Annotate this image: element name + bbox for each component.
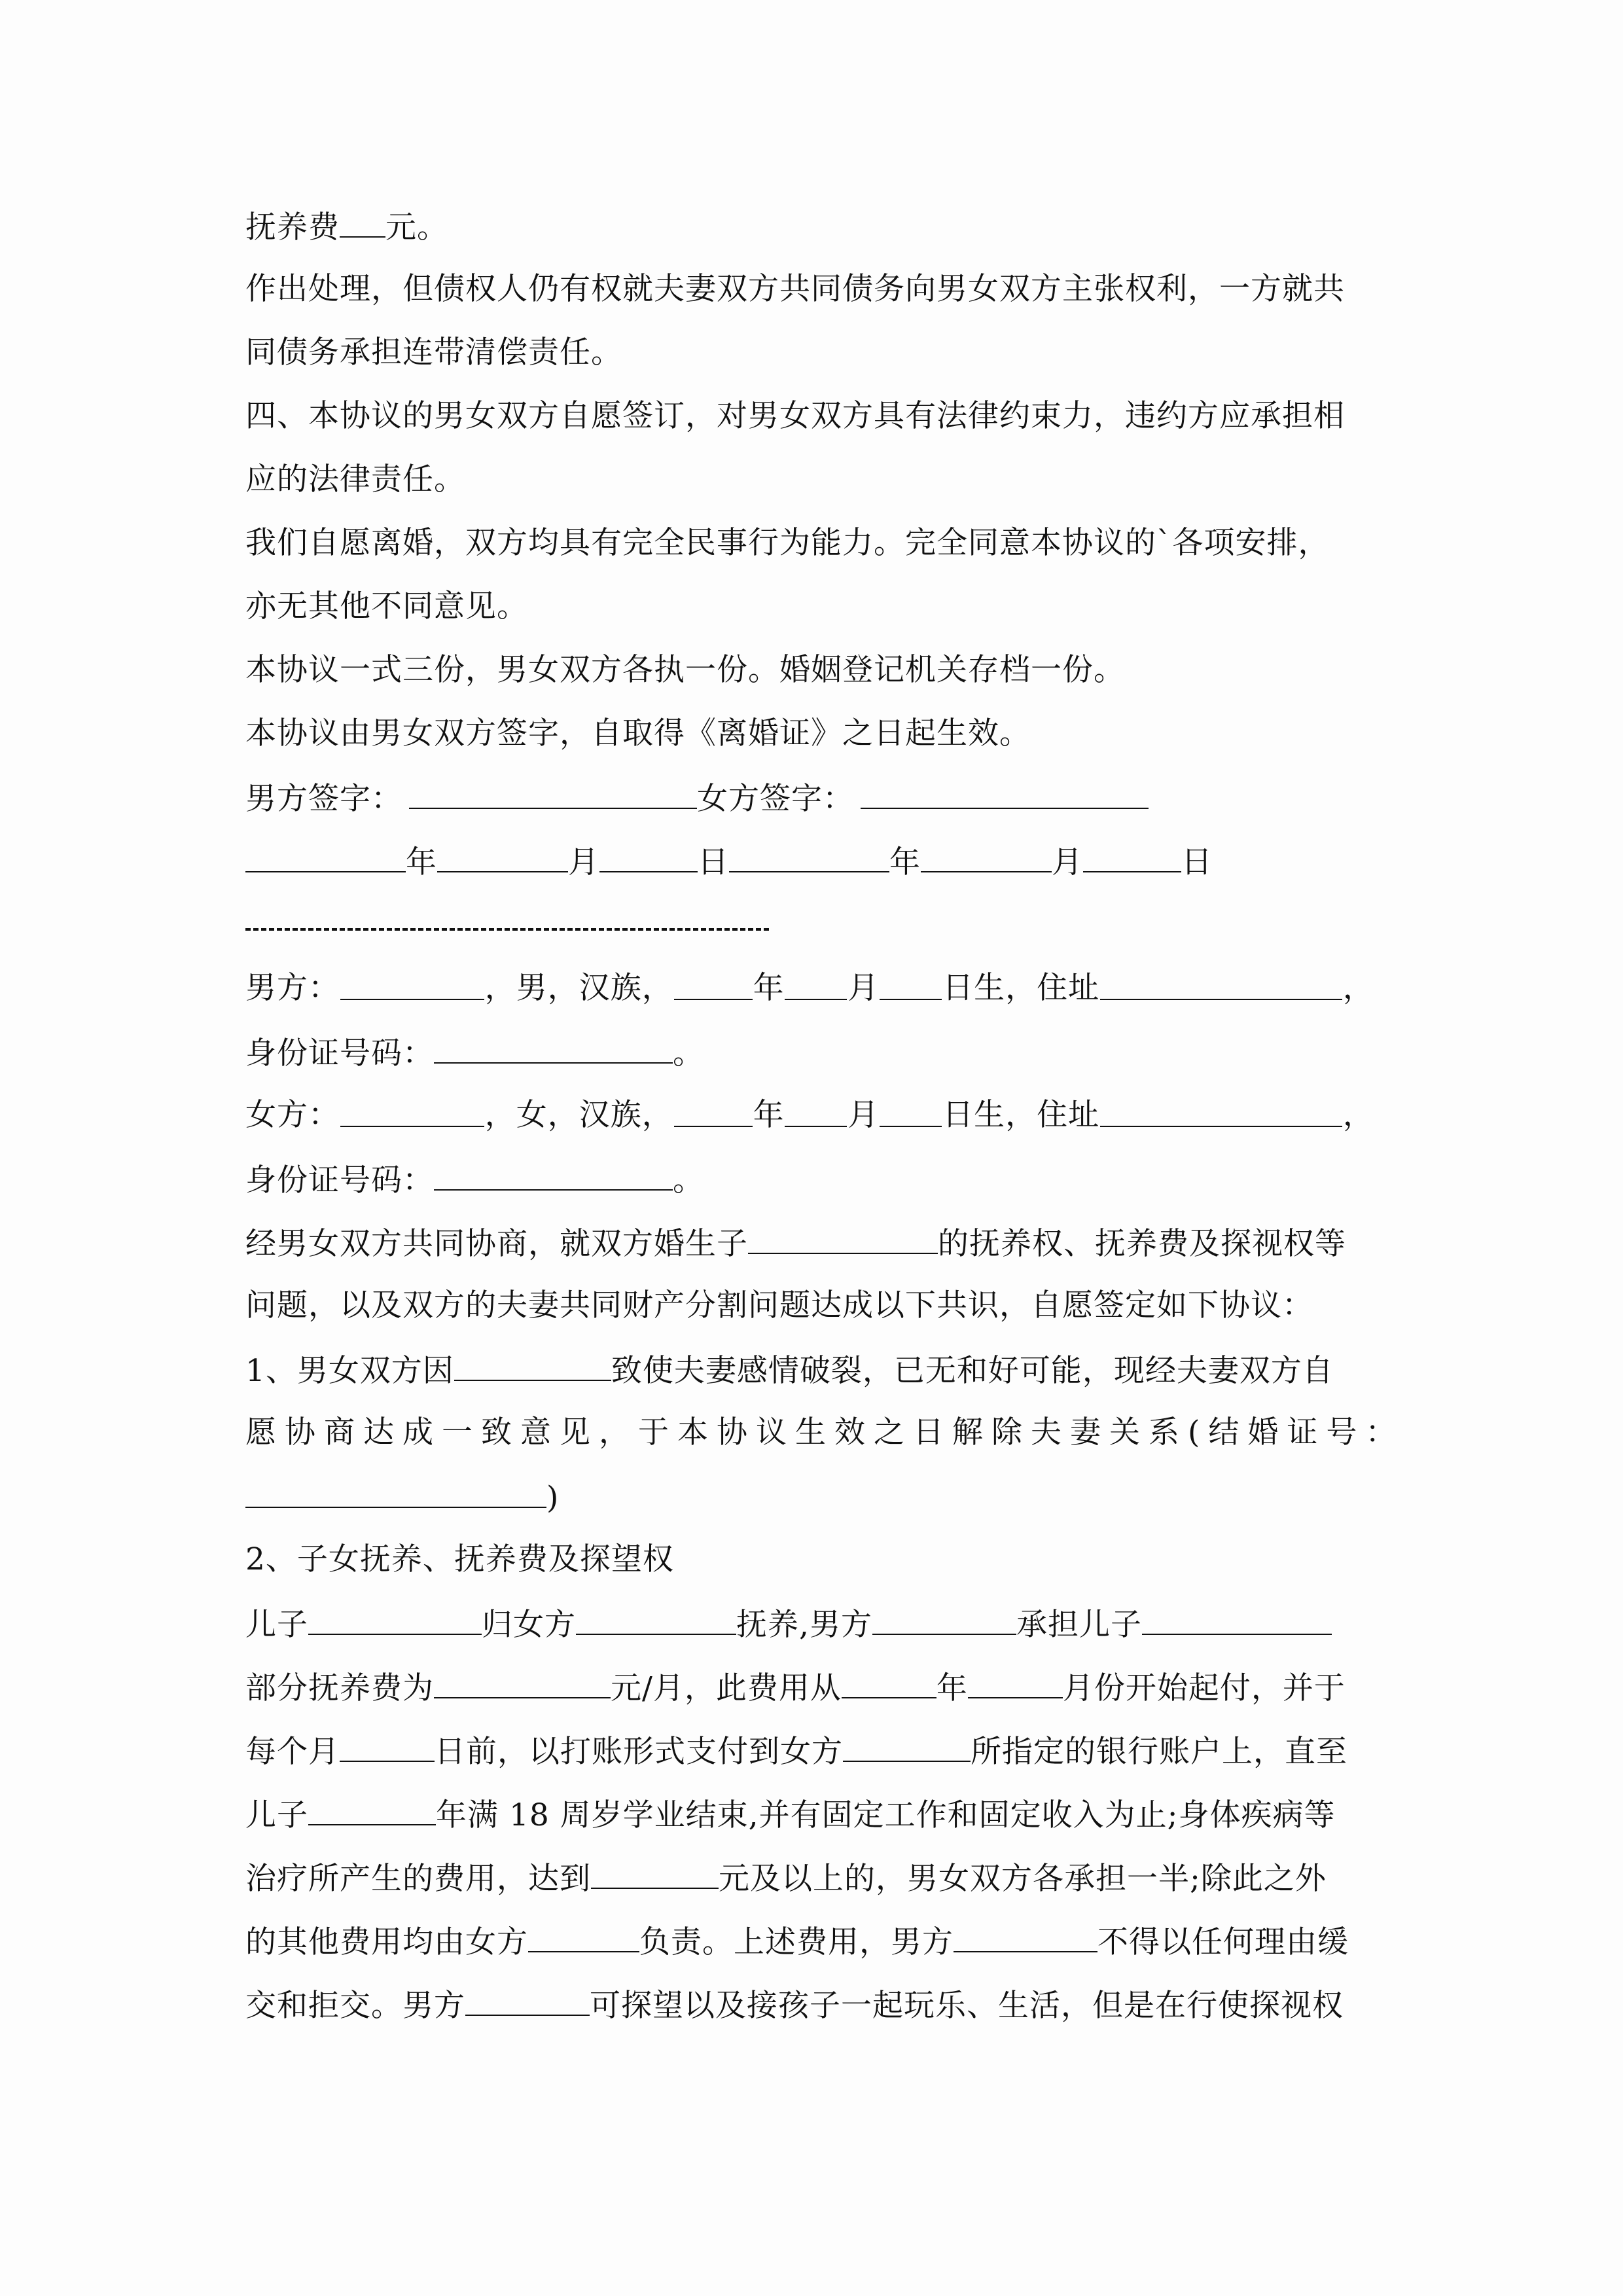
medical-threshold-field[interactable] (591, 1857, 719, 1889)
female-date-month-field[interactable] (921, 841, 1052, 872)
doc-line-9: 本协议由男女双方签字，自取得《离婚证》之日起生效。 (245, 715, 1031, 751)
text: 可探望以及接孩子一起玩乐、生活，但是在行使探视权 (590, 1988, 1344, 2024)
female-id-field[interactable] (434, 1159, 673, 1191)
female-party-line (245, 1096, 1374, 1135)
text: 负责。上述费用，男方 (639, 1924, 954, 1960)
doc-line-8: 本协议一式三份，男女双方各执一份。婚姻登记机关存档一份。 (245, 652, 1125, 688)
female-address-field[interactable] (1100, 1096, 1342, 1127)
fill-blank[interactable] (843, 1731, 971, 1762)
text: 承担儿子 (1016, 1607, 1142, 1643)
male-birth-month-field[interactable] (785, 969, 847, 1000)
female-date-year-field[interactable] (729, 841, 889, 872)
intro-line-1 (245, 1223, 1346, 1262)
id-label: 身份证号码： (245, 1162, 434, 1198)
signature-line (245, 778, 1149, 817)
male-id-line (245, 1032, 704, 1071)
born-address-label: 日生，住址 (942, 1097, 1100, 1133)
custody-line-5 (245, 1857, 1327, 1897)
fill-blank[interactable] (1142, 1604, 1332, 1635)
text: 元。 (385, 209, 448, 245)
fill-blank[interactable] (872, 1604, 1016, 1635)
text: 所指定的银行账户上，直至 (971, 1734, 1347, 1770)
month-label: 月 (1052, 844, 1083, 880)
text: 1、男女双方因 (245, 1353, 454, 1389)
text: 日前，以打账形式支付到女方 (435, 1734, 843, 1770)
fill-blank[interactable] (576, 1604, 736, 1635)
custody-line-1 (245, 1604, 1332, 1643)
month-label: 月 (847, 1097, 880, 1133)
marriage-cert-number-field[interactable] (245, 1477, 546, 1508)
item1-line-1 (245, 1350, 1334, 1389)
doc-line-5: 应的法律责任。 (245, 461, 465, 497)
male-party-line (245, 969, 1374, 1008)
female-birth-year-field[interactable] (674, 1096, 753, 1127)
year-label: 年 (889, 844, 921, 880)
born-address-label: 日生，住址 (942, 970, 1100, 1006)
female-signature-field[interactable] (861, 778, 1149, 809)
monthly-amount-field[interactable] (434, 1667, 611, 1698)
item2-title: 2、子女抚养、抚养费及探望权 (245, 1541, 674, 1577)
text: 致使夫妻感情破裂，已无和好可能，现经夫妻双方自 (611, 1353, 1334, 1389)
text: 元及以上的，男女双方各承担一半;除此之外 (719, 1861, 1327, 1897)
text: 抚养,男方 (736, 1607, 872, 1643)
text: 愿协商达成一致意见，于本协议生效之日解除夫妻关系(结婚证号： (245, 1414, 1405, 1450)
fill-blank[interactable] (465, 1984, 590, 2016)
male-birth-year-field[interactable] (674, 969, 753, 1000)
doc-line-7: 亦无其他不同意见。 (245, 588, 528, 624)
male-address-field[interactable] (1100, 969, 1342, 1000)
period: 。 (673, 1035, 704, 1071)
male-gender: ，男，汉族， (484, 970, 673, 1006)
female-id-line (245, 1159, 704, 1198)
fill-blank[interactable] (308, 1604, 482, 1635)
male-prefix: 男方： (245, 970, 340, 1006)
female-birth-month-field[interactable] (785, 1096, 847, 1127)
custody-line-2 (245, 1667, 1346, 1706)
female-signature-label: 女方签字： (697, 781, 854, 817)
female-date-day-field[interactable] (1083, 841, 1181, 872)
fill-blank[interactable] (954, 1921, 1097, 1952)
custody-line-4 (245, 1794, 1335, 1833)
comma: ， (1342, 1097, 1374, 1133)
comma: ， (1342, 970, 1374, 1006)
male-date-year-field[interactable] (245, 841, 406, 872)
text: 月份开始起付，并于 (1062, 1670, 1346, 1706)
doc-line-2: 作出处理，但债权人仍有权就夫妻双方共同债务向男女双方主张权利，一方就共 (245, 271, 1345, 307)
doc-line-6: 我们自愿离婚，双方均具有完全民事行为能力。完全同意本协议的`各项安排， (245, 525, 1330, 561)
female-prefix: 女方： (245, 1097, 340, 1133)
divorce-reason-field[interactable] (454, 1350, 611, 1381)
custody-line-7 (245, 1984, 1344, 2024)
year-label: 年 (753, 1097, 785, 1133)
period: 。 (673, 1162, 704, 1198)
fill-blank[interactable] (528, 1921, 639, 1952)
month-label: 月 (847, 970, 880, 1006)
text: 交和拒交。男方 (245, 1988, 465, 2024)
text: 治疗所产生的费用，达到 (245, 1861, 591, 1897)
male-birth-day-field[interactable] (880, 969, 942, 1000)
male-signature-field[interactable] (409, 778, 697, 809)
text: 年满 18 周岁学业结束,并有固定工作和固定收入为止;身体疾病等 (436, 1797, 1336, 1833)
male-date-month-field[interactable] (437, 841, 568, 872)
day-label: 日 (698, 844, 729, 880)
start-year-field[interactable] (842, 1667, 936, 1698)
year-label: 年 (753, 970, 785, 1006)
text: 的抚养权、抚养费及探视权等 (938, 1226, 1346, 1262)
separator-dashed-line (245, 928, 769, 931)
text: 年 (936, 1670, 968, 1706)
start-month-field[interactable] (968, 1667, 1063, 1698)
doc-line-4: 四、本协议的男女双方自愿签订，对男女双方具有法律约束力，违约方应承担相 (245, 398, 1345, 434)
text: 元/月，此费用从 (611, 1670, 842, 1706)
female-name-field[interactable] (340, 1096, 484, 1127)
payment-day-field[interactable] (340, 1731, 435, 1762)
fill-blank[interactable] (340, 206, 385, 238)
day-label: 日 (1181, 844, 1213, 880)
text: 经男女双方共同协商，就双方婚生子 (245, 1226, 748, 1262)
fill-blank[interactable] (308, 1794, 436, 1825)
text: 每个月 (245, 1734, 340, 1770)
text: 的其他费用均由女方 (245, 1924, 528, 1960)
text: 部分抚养费为 (245, 1670, 434, 1706)
text: ) (546, 1480, 560, 1516)
custody-line-3 (245, 1731, 1347, 1770)
custody-line-6 (245, 1921, 1349, 1960)
item1-line-2 (245, 1413, 1405, 1452)
male-signature-label: 男方签字： (245, 781, 402, 817)
child-name-field[interactable] (748, 1223, 938, 1254)
intro-line-2: 问题，以及双方的夫妻共同财产分割问题达成以下共识，自愿签定如下协议： (245, 1287, 1313, 1323)
male-date-day-field[interactable] (599, 841, 698, 872)
month-label: 月 (568, 844, 599, 880)
signature-date-line (245, 841, 1213, 880)
text: 儿子 (245, 1797, 308, 1833)
text: 不得以任何理由缓 (1097, 1924, 1349, 1960)
text: 归女方 (482, 1607, 576, 1643)
male-id-field[interactable] (434, 1032, 673, 1064)
year-label: 年 (406, 844, 437, 880)
doc-line-3: 同债务承担连带清偿责任。 (245, 334, 622, 370)
female-gender: ，女，汉族， (484, 1097, 673, 1133)
id-label: 身份证号码： (245, 1035, 434, 1071)
text: 儿子 (245, 1607, 308, 1643)
female-birth-day-field[interactable] (880, 1096, 942, 1127)
male-name-field[interactable] (340, 969, 484, 1000)
text: 抚养费 (245, 209, 340, 245)
doc-line-1 (245, 206, 448, 245)
item1-line-3 (245, 1477, 559, 1516)
